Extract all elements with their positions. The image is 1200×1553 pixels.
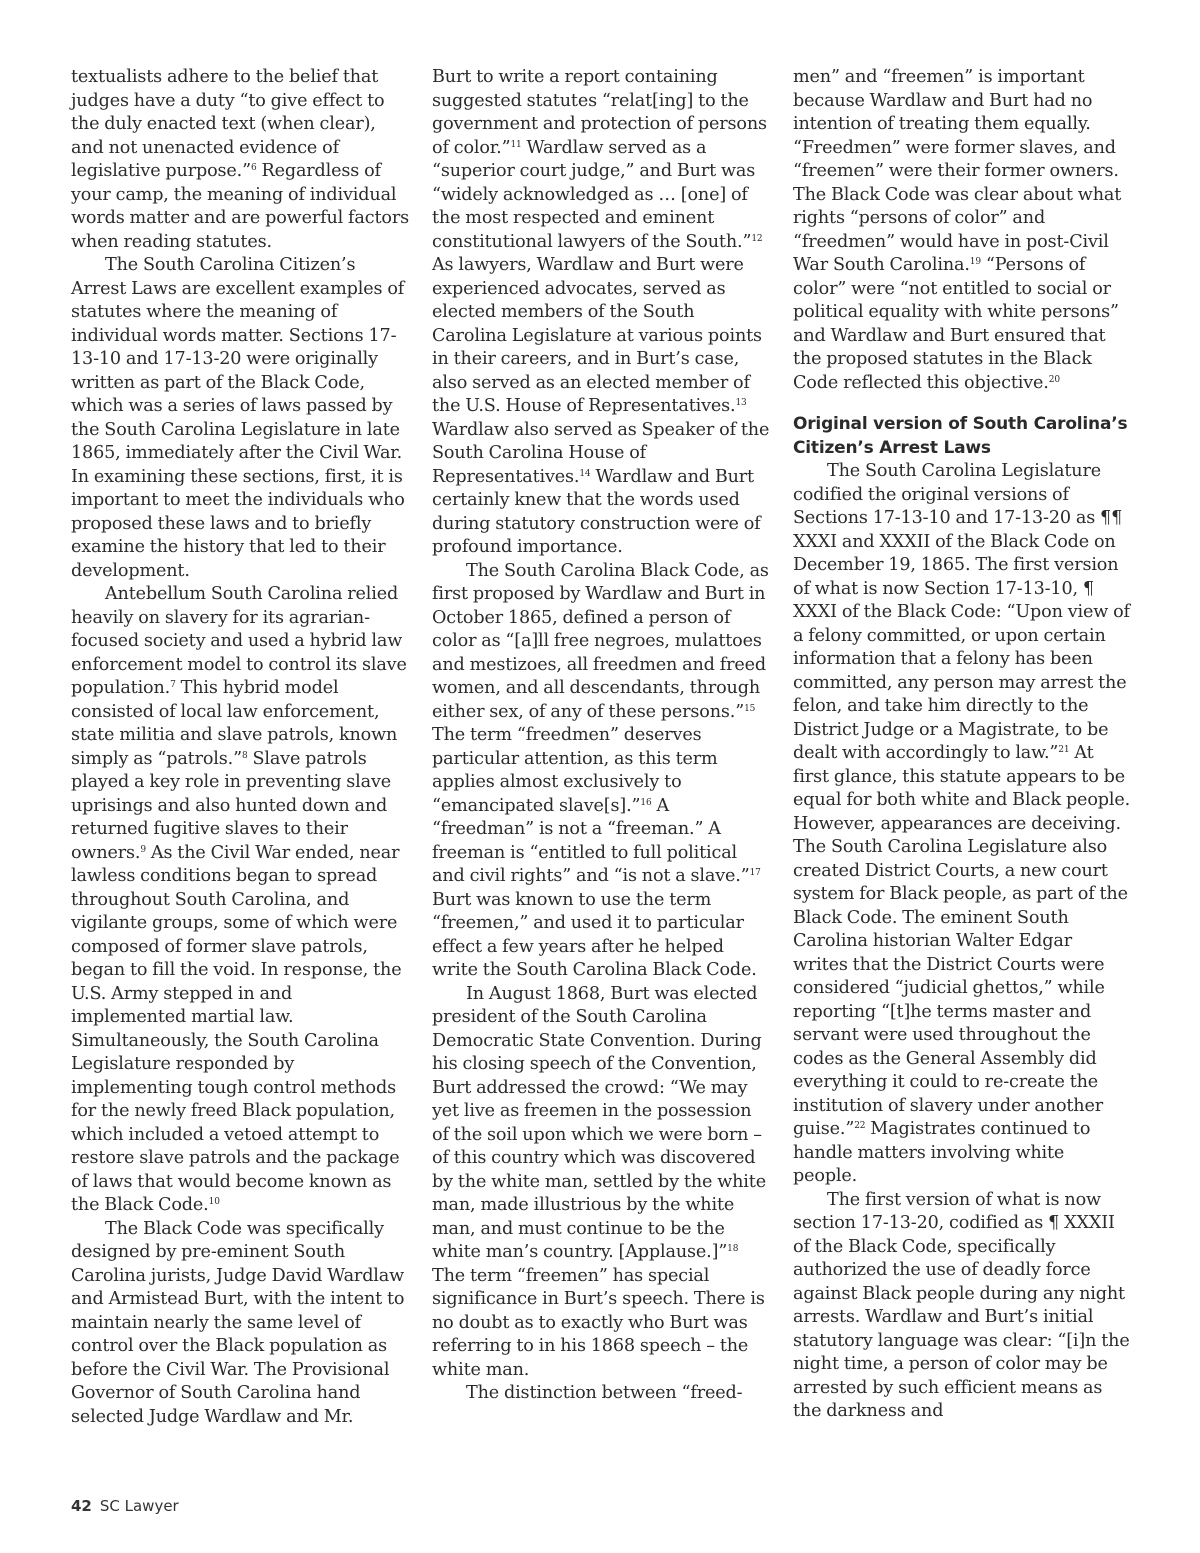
paragraph: The Black Code was specifically designed by pre-eminent South Carolina jurists, Judge David Wardlaw and Armistead Burt, with the intent to maintain nearly the same level of control over the Black population as before the Civil War. The Provisional Governor of South Carolina hand selected Judge Wardlaw and Mr. <box>71 1218 405 1427</box>
paragraph: The South Carolina Citizen’s Arrest Laws are excellent examples of statutes where the meaning of individual words matter. Sections 17-13-10 and 17-13-20 were originally written as part of the Black Code, which was a series of laws passed by the South Carolina Legislature in late 1865, immediately after the Civil War. In examining these sections, first, it is important to meet the individuals who proposed these laws and to briefly examine the history that led to their development. <box>71 255 405 581</box>
paragraph: Burt to write a report containing suggested statutes “relat[ing] to the government and protection of persons of color.”$^{11}$ Wardlaw served as a “superior court judge,” and Burt was “widely acknowledged as … [one] of the most respected and eminent constitutional lawyers of the South.”$^{12}$ As lawyers, Wardlaw and Burt were experienced advocates, served as elected members of the South Carolina Legislature at various points in their careers, and in Burt’s case, also served as an elected member of the U.S. House of Representatives.$^{13}$ Wardlaw also served as Speaker of the South Carolina House of Representatives.$^{14}$ Wardlaw and Burt certainly knew that the words used during statutory construction were of profound importance. <box>432 67 770 557</box>
footnote-ref: 15 <box>744 703 756 714</box>
column-3 <box>793 66 1131 1424</box>
footnote-ref: 17 <box>749 868 761 878</box>
column-2 <box>432 66 770 1406</box>
paragraph: In August 1868, Burt was elected president of the South Carolina Democratic State Convention. During his closing speech of the Convention, Burt addressed the crowd: “We may yet live as freemen in the possession of the soil upon which we were born – of this country which was discovered by the white man, settled by the white man, made illustrious by the white man, and must continue to be the white man’s country. [Applause.]”$^{18}$ The term “freemen” has special significance in Burt’s speech. There is no doubt as to exactly who Burt was referring to in his 1868 speech – the white man. <box>432 983 766 1380</box>
footnote-ref: 11 <box>510 139 522 150</box>
paragraph: The first version of what is now section 17-13-20, codified as ¶ XXXII of the Black Code, specifically authorized the use of deadly force against Black people during any night arrests. Wardlaw and Burt’s initial statutory language was clear: “[i]n the night time, a person of color may be arrested by such efficient means as the darkness and <box>793 1189 1130 1421</box>
paragraph: The South Carolina Legislature codified the original versions of Sections 17-13-10 and 17-13-20 as ¶¶ XXXI and XXXII of the Black Code on December 19, 1865. The first version of what is now Section 17-13-10, ¶ XXXI of the Black Code: “Upon view of a felony committed, or upon certain information that a felony has been committed, any person may arrest the felon, and take him directly to the District Judge or a Magistrate, to be dealt with accordingly to law.”$^{21}$ At first glance, this statute appears to be equal for both white and Black people. However, appearances are deceiving. The South Carolina Legislature also created District Courts, a new court system for Black people, as part of the Black Code. The eminent South Carolina historian Walter Edgar writes that the District Courts were considered “judicial ghettos,” while reporting “[t]he terms master and servant were used throughout the codes as the General Assembly did everything it could to re-create the institution of slavery under another guise.”$^{22}$ Magistrates continued to handle matters involving white people. <box>793 461 1131 1186</box>
footnote-ref: 9 <box>140 844 146 855</box>
footnote-ref: 16 <box>640 797 652 808</box>
paragraph: men” and “freemen” is important because Wardlaw and Burt had no intention of treating them equally. “Freedmen” were former slaves, and “freemen” were their former owners. The Black Code was clear about what rights “persons of color” and “freedmen” would have in post-Civil War South Carolina.$^{19}$ “Persons of color” were “not entitled to social or political equality with white persons” and Wardlaw and Burt ensured that the proposed statutes in the Black Code reflected this objective.$^{20}$ <box>793 67 1122 393</box>
footnote-ref: 8 <box>241 750 248 761</box>
paragraph: The distinction between “freed- <box>466 1383 743 1403</box>
footnote-ref: 12 <box>751 233 763 244</box>
section-heading: Original version of South Carolina’s Citizen’s Arrest Laws <box>793 414 1128 458</box>
paragraph: textualists adhere to the belief that judges have a duty “to give effect to the duly enacted text (when clear), and not unenacted evidence of legislative purpose.”$^6$ Regardless of your camp, the meaning of individual words matter and are powerful factors when reading statutes. <box>71 67 409 252</box>
page-number: 42 <box>71 1497 92 1515</box>
paragraph: The South Carolina Black Code, as first proposed by Wardlaw and Burt in October 1865, defined a person of color as “[a]ll free negroes, mulattoes and mestizoes, all freedmen and freed women, and all descendants, through either sex, of any of these persons.”$^{15}$ The term “freedmen” deserves particular attention, as this term applies almost exclusively to “emancipated slave[s].”$^{16}$ A “freedman” is not a “freeman.” A freeman is “entitled to full political and civil rights” and “is not a slave.”$^{17}$ Burt was known to use the term “freemen,” and used it to particular effect a few years after he helped write the South Carolina Black Code. <box>432 560 769 980</box>
page-footer <box>71 1497 179 1515</box>
paragraph: Antebellum South Carolina relied heavily on slavery for its agrarian-focused society and used a hybrid law enforcement model to control its slave population.$^7$ This hybrid model consisted of local law enforcement, state militia and slave patrols, known simply as “patrols.”$^8$ Slave patrols played a key role in preventing slave uprisings and also hunted down and returned fugitive slaves to their owners.$^9$ As the Civil War ended, near lawless conditions began to spread throughout South Carolina, and vigilante groups, some of which were composed of former slave patrols, began to fill the void. In response, the U.S. Army stepped in and implemented martial law. Simultaneously, the South Carolina Legislature responded by implementing tough control methods for the newly freed Black population, which included a vetoed attempt to restore slave patrols and the package of laws that would become known as the Black Code.$^{10}$ <box>71 584 407 1215</box>
publication-name: SC Lawyer <box>99 1497 179 1515</box>
footnote-ref: 14 <box>579 468 591 479</box>
column-1 <box>71 66 409 1429</box>
footnote-ref: 19 <box>969 257 981 267</box>
footnote-ref: 18 <box>727 1244 739 1254</box>
footnote-ref: 22 <box>854 1121 866 1131</box>
footnote-ref: 20 <box>1048 374 1060 385</box>
footnote-ref: 21 <box>1058 745 1070 755</box>
footnote-ref: 13 <box>735 398 747 408</box>
footnote-ref: 7 <box>170 680 176 690</box>
footnote-ref: 6 <box>250 163 257 173</box>
footnote-ref: 10 <box>208 1197 220 1207</box>
